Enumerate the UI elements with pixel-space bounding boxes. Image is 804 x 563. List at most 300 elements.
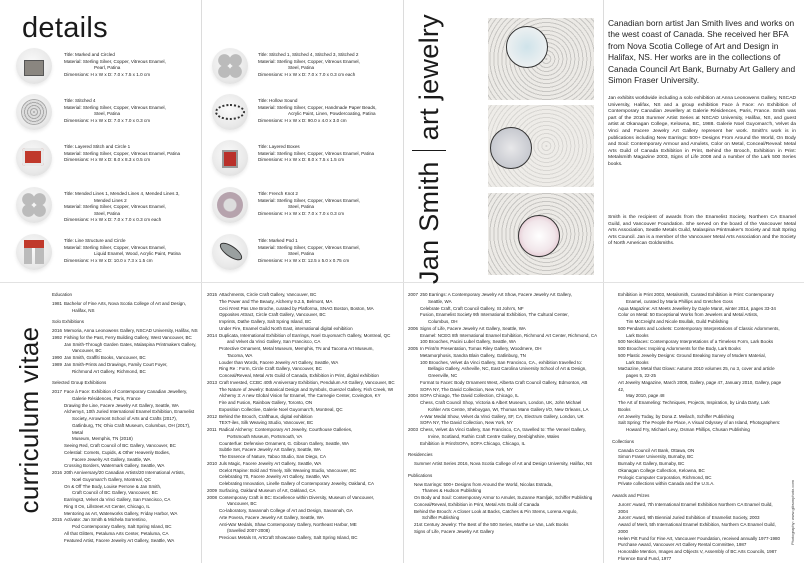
- cv-entry-text: [420, 360, 602, 380]
- cv-entry: [52, 450, 198, 464]
- cv-year: 2005: [408, 346, 419, 351]
- item-dimensions: Dimensions: H x W x D: 8.0 x 8.3 x 0.5 cm: [64, 157, 151, 163]
- cv-entry: [408, 414, 602, 421]
- cv-line: Protective Ornament, Metal Museum, Memphis, TN and Tacoma Art Museum,: [219, 346, 374, 351]
- cv-entry: [207, 461, 401, 468]
- cv-line: 100 Brooches, Pacini Lubel Gallery, Seattle, WA: [420, 339, 517, 345]
- cv-entry-text: [64, 355, 198, 362]
- cv-entry: [207, 366, 401, 373]
- cv-year: [207, 387, 219, 394]
- title-band: [412, 14, 480, 284]
- cv-entry-text: [219, 380, 401, 387]
- cv-year: [408, 353, 420, 360]
- cv-line: 250 Earrings: A Contemporary Jewelry Art Show, Facere Jewelry Art Gallery,: [420, 292, 572, 297]
- cv-line: The Art of Enameling: Techniques, Projects, Inspiration, by Linda Darty, Lark Books: [618, 400, 770, 412]
- cv-line: New Earrings: 500+ Designs from Around the World, Nicolas Estrada,: [414, 481, 553, 487]
- cv-entry-text: [219, 535, 401, 542]
- cv-entry-text: [618, 468, 782, 475]
- cv-entry: [52, 301, 198, 315]
- cv-entry-text: [414, 502, 602, 509]
- cv-line-cont: Society, Arrowmont School of Arts and Crafts (2017),: [72, 416, 177, 421]
- cv-entry-text: [219, 292, 401, 299]
- item-material: Material: Sterling Silver, Copper, Vitreous Enamel,: [64, 244, 166, 250]
- item-meta: [258, 98, 408, 124]
- cv-year: 2007: [408, 292, 419, 297]
- cv-entry-text: [64, 335, 198, 342]
- cv-line-cont: Columbus, OH: [428, 319, 458, 324]
- cv-line: Private collections within Canada and the U.S.A.: [618, 481, 715, 487]
- cv-entry-text: [219, 441, 401, 448]
- cv-entry: [207, 508, 401, 515]
- cv-entry: [207, 414, 401, 421]
- cv-line-cont: Vancouver, BC: [227, 501, 257, 507]
- cv-line-cont: Craft Council of BC Gallery, Vancouver, BC: [72, 490, 158, 496]
- cv-entry-text: [219, 333, 401, 347]
- cv-line: Conceal/Reveal, Metal Arts Guild of Canada, Exhibition in Print, digital exhibition: [219, 373, 379, 378]
- cv-line: Alchemy 3: A new Global Vision for Enamel, The Carnegie Center, Covington, KY: [219, 393, 381, 399]
- item-dimensions: Dimensions: H x W x D: 7.0 x 7.0 x 0.3 cm each: [258, 71, 356, 77]
- item-material: Material: Sterling Silver, Copper, Vitreous Enamel, Patina: [64, 150, 181, 156]
- cv-entry-text: [64, 389, 198, 403]
- cv-year: 1992: [52, 334, 63, 340]
- cv-line: Jan Smith-Through Garden Gates, Malaspina Printmakers Gallery,: [64, 341, 197, 347]
- cv-entry: [408, 522, 602, 529]
- cv-year: [52, 497, 64, 504]
- cv-line: On & Off The Body, Louise Perrone & Jan Smith,: [64, 483, 162, 489]
- cv-entry-text: [64, 463, 198, 470]
- cv-line: Award of Merit, 5th International Enamel Exhibition, Northern CA Enamel Guild, 2000: [618, 522, 776, 534]
- group-exhibitions-heading: Selected Group Exhibitions: [52, 380, 107, 386]
- cv-line: Featured Artist, Facere Jewelry Art Gallery, Seattle, WA: [64, 537, 175, 543]
- cv-entry-text: [618, 380, 782, 400]
- cv-entry: [207, 522, 401, 536]
- cv-entry-text: [219, 515, 401, 522]
- cv-entry: [207, 495, 401, 509]
- cv-entry-text: [618, 448, 782, 455]
- cv-year: [52, 463, 64, 470]
- brooch-round-icon: [21, 99, 47, 125]
- cv-line-cont: Thames & Hudson Publishing: [422, 488, 482, 494]
- cv-entry: [52, 504, 198, 511]
- cv-entry-text: [618, 353, 782, 367]
- cv-entry: [207, 346, 401, 360]
- photo-credit: Photography: www.gibsonphoto.com: [790, 480, 795, 545]
- cv-entry-text: [618, 502, 782, 516]
- cv-year: [52, 484, 64, 498]
- cv-entry: [612, 420, 782, 434]
- cv-line: Ring It On, Lillstreet Art Center, Chicago, IL: [64, 503, 151, 509]
- cv-entry: [612, 481, 782, 488]
- cv-entry: [408, 495, 602, 502]
- cv-line: Earrings3, Velvet da Vinci Gallery, San Francisco, CA: [64, 497, 171, 502]
- cv-entry: [612, 346, 782, 353]
- cv-entry-text: [618, 556, 782, 563]
- two-bars-icon: [24, 240, 44, 264]
- cv-entry: [612, 353, 782, 367]
- cv-year: 1981: [52, 300, 63, 306]
- item-material: Material: Sterling Silver, Copper, Vitreous Enamel,: [64, 58, 166, 64]
- cv-year: [207, 474, 219, 481]
- cv-entry-text: [219, 387, 401, 394]
- cv-entry: [52, 389, 198, 403]
- cv-entry-text: [618, 481, 782, 488]
- item-material-cont: Steel, Patina: [94, 210, 121, 216]
- cv-line: The Nature of Jewelry: Botanical Design and Symbols, Guenzel Gallery, Fish Creek, WI: [219, 386, 394, 392]
- cv-entry-text: [420, 387, 602, 394]
- item-meta: [64, 52, 214, 78]
- cv-entry-text: [618, 292, 782, 306]
- cv-entry-text: [219, 447, 401, 454]
- cv-entry: [207, 481, 401, 488]
- cv-entry: [52, 484, 198, 498]
- item-material: Material: Sterling Silver, Copper, Vitreous Enamel,: [64, 104, 166, 110]
- cv-line: Celebrating 70, Facere Jewelry Art Gallery, Seattle, WA: [219, 474, 330, 480]
- item-title: Title: Stitched 4: [64, 98, 96, 103]
- cv-line: Anti-War Medals, Shaw Contemporary Gallery, Northeast Harbor, ME: [219, 521, 357, 527]
- cv-entry-text: [219, 400, 401, 407]
- cv-entry-text: [618, 339, 782, 346]
- cv-year: 2012: [207, 413, 218, 419]
- cv-entry-text: [420, 333, 602, 340]
- publications-heading: Publications: [408, 472, 433, 478]
- artwork-image-2: [488, 105, 594, 187]
- cv-year: [52, 342, 64, 356]
- cv-entry-text: [219, 326, 401, 333]
- item-title: Title: Stitched 1, Stitched 4, Stitched 3, Stitched 2: [258, 52, 359, 57]
- cv-year: [408, 360, 420, 380]
- cv-column-3: [408, 292, 602, 536]
- cv-year: 2015: [207, 292, 218, 297]
- item-material: Material: Sterling Silver, Copper, Vitreous Enamel,: [258, 244, 360, 250]
- cv-entry-text: [219, 427, 401, 441]
- cv-entry-text: [420, 420, 602, 427]
- cv-entry: [408, 339, 602, 346]
- cv-entry: [612, 549, 782, 556]
- cv-entry: [612, 326, 782, 340]
- thumbnail: [212, 187, 248, 223]
- cv-entry-text: [420, 400, 602, 414]
- cv-year: [207, 454, 219, 461]
- cv-entry: [52, 463, 198, 470]
- cv-line-cont: May 2010, page 48: [626, 393, 665, 399]
- cv-entry-text: [618, 312, 782, 326]
- residencies-heading: Residencies: [408, 452, 433, 458]
- cv-entry-text: [618, 542, 782, 549]
- cv-entry: [612, 475, 782, 482]
- cv-line: Craft Invested, CCBC 40th Anniversary Exhibition, Pendulum Art Gallery, Vancouver, BC: [219, 379, 395, 385]
- cv-column-4: [612, 292, 782, 563]
- cv-entry-text: [219, 366, 401, 373]
- cv-entry: [207, 454, 401, 461]
- cv-line: MaGazine, Metal that Glows: Autumn 2010 volumes 25, no 3, cover and article: [618, 366, 775, 372]
- cv-line: Burnaby Art Gallery, Burnaby, BC: [618, 461, 685, 466]
- cv-line: Metamorphosis, Sandra Blain Gallery, Gatlinburg, TN: [420, 352, 526, 358]
- cv-entry-text: [219, 299, 401, 306]
- cv-line: Prologic Computer Corporation, Richmond, BC: [618, 474, 712, 480]
- cv-entry: [52, 517, 198, 531]
- thumbnail: [212, 140, 248, 176]
- cv-entry-text: [618, 420, 782, 434]
- cv-entry: [207, 427, 401, 441]
- cv-year: [207, 326, 219, 333]
- cv-entry-text: [420, 393, 602, 400]
- education-heading: Education: [52, 292, 73, 297]
- thumbnail: [16, 48, 52, 84]
- four-discs-icon: [20, 191, 48, 219]
- item-material-cont: Steel, Patina: [94, 111, 121, 117]
- cv-line: The Power and The Beauty, Alchemy 9.2.5, Belmont, MA: [219, 298, 333, 304]
- cv-line-cont: Richmond Art Gallery, Richmond, BC: [72, 368, 146, 374]
- cv-line: Fusion, Enamelist Society 9th International Exhibition, The Cultural Center,: [420, 312, 569, 318]
- cv-line: Memoria, Anna Leonowens Gallery, NSCAD University, Halifax, NS: [64, 328, 198, 333]
- cv-entry: [408, 509, 602, 523]
- awards-heading: Awards and Prizes: [612, 493, 650, 498]
- cv-year: [207, 522, 219, 536]
- cv-entry: [207, 312, 401, 319]
- cv-line: Celebrating Innovation, Linelle Gallery of Contemporary Jewelry, Oakland, CA: [219, 481, 374, 486]
- cv-year: [207, 407, 219, 414]
- cv-entry-text: [64, 531, 198, 538]
- cv-entry: [52, 362, 198, 376]
- cv-entry: [408, 420, 602, 427]
- cv-line: Duplicata, International Exhibition of Earrings, Noel Guyomarc'h Gallery, Montreal, QC: [219, 332, 391, 338]
- item-title: Title: Marked Pod 1: [258, 238, 298, 243]
- cv-line: 500 Plastic Jewelry Designs: Ground Breaking Survey of Modern Material,: [618, 352, 766, 358]
- cv-line-cont: Irvine, Scotland, Ruthin Craft Centre Gallery, Denbighshire, Wales: [428, 433, 560, 439]
- cv-entry: [207, 360, 401, 367]
- item-dimensions: Dimensions: H x W x D: 10.0 x 7.3 x 1.5 cm: [64, 257, 153, 263]
- cv-year: [207, 360, 219, 367]
- cv-year: [408, 387, 420, 394]
- cv-line: On Body and Soul: Contemporary Armor to Amulet, Suzanne Ramljak, Schiffer Publishing: [414, 495, 593, 500]
- enamel-disc: [490, 127, 532, 169]
- cv-entry-text: [64, 328, 198, 335]
- cv-year: 2008: [207, 494, 218, 500]
- cv-line: Ceci N'est Pas Une Broche, curated by Platforma, SNAG Boston, Boston, MA: [219, 305, 374, 311]
- cv-entry: [52, 355, 198, 362]
- cv-entry-text: [420, 312, 602, 326]
- thumbnail: [16, 234, 52, 270]
- cv-line: Jurors' Award, 7th International Enamel Exhibition Northern CA Enamel Guild, 2004: [618, 501, 773, 514]
- cv-line: Behind the Brooch, Crafthaus, digital exhibition: [219, 413, 313, 419]
- item-material-cont: Pearl, Patina: [94, 65, 121, 71]
- cv-entry: [408, 393, 602, 400]
- cv-line: Aqua Magazine: Art Meets Jewellery by Gayle Marot, winter 2014, pages 33-34: [618, 305, 776, 311]
- cv-line-cont: Museum, Memphis, TN (2018): [72, 436, 133, 442]
- cv-line: 21st Century Jewelry: The Best of the 500 Series, Marthe Le Van, Lark Books: [414, 522, 569, 527]
- cv-entry: [52, 497, 198, 504]
- cv-line-cont: Portsmouth Museum, Portsmouth, VA: [227, 433, 303, 439]
- cv-entry-text: [618, 346, 782, 353]
- cv-entry: [207, 468, 401, 475]
- cv-entry: [612, 556, 782, 563]
- cv-line: Signs of Life, Facere Jewelry Art Gallery: [414, 528, 495, 534]
- pendant-box-icon: [222, 150, 238, 168]
- cv-line: Precious Metals III, ArtCraft Showcase Gallery, Salt Spring Island, BC: [219, 535, 358, 540]
- cv-line-cont: Lark Books: [626, 359, 649, 365]
- cv-line: Face à Face: Exhibition of Contemporary Canadian Jewellery,: [64, 389, 188, 394]
- cv-entry: [207, 373, 401, 380]
- cv-entry: [52, 342, 198, 356]
- pod-icon: [217, 240, 245, 264]
- cv-entry: [52, 403, 198, 410]
- cv-year: 2013: [207, 379, 218, 385]
- cv-entry: [52, 409, 198, 443]
- cv-line: 500 Necklaces: Contemporary Interpretations of a Timeless Form, Lark Books: [618, 339, 774, 345]
- brooch-red-circle-icon: [22, 148, 44, 166]
- cv-line: All that Glitters, Petaluma Arts Center, Petaluma, CA: [64, 530, 169, 536]
- cv-year: 2011: [207, 427, 217, 432]
- cv-entry: [612, 515, 782, 522]
- cv-entry: [52, 335, 198, 342]
- artwork-image-1: [488, 18, 594, 100]
- cv-line: Jurors' Award, 9th Biennial Juried Exhibition of Enamelist Society, 2003: [618, 515, 760, 521]
- cv-line: Co-laboratory, Savannah College of Art and Design, Savannah, GA: [219, 508, 353, 513]
- cv-year: [207, 306, 219, 313]
- cv-line: 500 Brooches: Inspiring Adornments for the Body, Lark Books: [618, 346, 741, 351]
- cv-entry: [52, 470, 198, 484]
- item-material-cont: Steel, Patina: [288, 204, 315, 210]
- cv-entry: [408, 312, 602, 326]
- item-meta: [258, 238, 408, 264]
- item-dimensions: Dimensions: H x W x D: 7.0 x 7.5 x 1.0 cm: [64, 71, 151, 77]
- cv-line: Drawing the Line, Facere Jewelry Art Gallery, Seattle, WA: [64, 402, 179, 408]
- cv-line: Ring Re : Form, Circle Craft Gallery, Vancouver, BC: [219, 366, 322, 372]
- cv-entry: [612, 522, 782, 536]
- bio-paragraph-exhibitions: Jan exhibits worldwide including a solo exhibition at Anna Leonowens Gallery, NSCAD University, Halifax, NS and a group exhibition Face à Face: An Exhibition of Contemporary Canadian Jewellery at Galerie Résidences, Paris, France. Smith was part of the 2016 Summer Artist Series at NSCAD University, Halifax, NS, and guest artist at Okanagan College, Kelowna, BC, 1988. Galerie Noel Guyomarc'h, Velvet da Vinci and Facere Jewelry Art Gallery represent her work. Smith's work is in publications including New Earrings: 500+ Designs From Around the World, On Body and Soul: Contemporary Armour and Amulets, Color on Metal, Conceal/Reveal: Metal Arts Guild of Canada Exhibition in Print, Behind the Brooch, Exhibition in Print: Metalsmith Magazine 2003, Signs of Life 2008 and a number of the Lark 500 Series books.: [608, 96, 796, 167]
- cv-line-cont: Bellagio Gallery, Asheville, NC, East Carolina University School of Art & Design,: [428, 366, 587, 372]
- cv-entry: [408, 292, 602, 306]
- cv-line: 100 Brooches, Velvet da Vinci Gallery, San Francisco, CA., exhibition travelled to:: [420, 359, 583, 365]
- item-meta: [64, 238, 214, 264]
- cv-year: [207, 319, 219, 326]
- cv-entry-text: [219, 312, 401, 319]
- cv-entry-text: [64, 504, 198, 511]
- cv-entry: [612, 454, 782, 461]
- cv-line: Contemporary Craft in BC: Excellence within Diversity, Museum of Vancouver,: [219, 494, 375, 500]
- cv-line: Radical Alchemy: Contemporary Art Jewelry, Courthouse Galleries,: [219, 427, 353, 432]
- cv-line: Arte Povera, Facere Jewelry Art Gallery, Seattle, WA: [219, 514, 324, 520]
- cv-line: Florence Bond Fund, 1977: [618, 555, 672, 561]
- cv-entry: [408, 360, 602, 380]
- cv-year: [52, 450, 64, 464]
- cv-entry: [207, 306, 401, 313]
- cv-year: 2003: [408, 427, 419, 432]
- artwork-image-3: [488, 193, 594, 275]
- cv-line: Seeing Red, Craft Council of BC Gallery, Vancouver, BC: [64, 443, 176, 448]
- cv-year: [408, 420, 420, 427]
- cv-entry-text: [64, 497, 198, 504]
- cv-line: Subtle Set, Facere Jewelry Art Gallery, Seattle, WA: [219, 447, 321, 453]
- cv-entry-text: [219, 414, 401, 421]
- cv-line-cont: Tacoma, WA: [227, 352, 253, 358]
- cv-year: [52, 409, 64, 443]
- cv-entry-text: [618, 461, 782, 468]
- cv-line: Counterfue: Defensive Ornament, G. Gibson Gallery, Seattle, WA: [219, 440, 350, 446]
- cv-line: Ocelot Rapine: Bold and Timely, Silk Weaving Studio, Vancouver, BC: [219, 467, 357, 473]
- cv-entry-text: [64, 484, 198, 498]
- cv-entry: [408, 326, 602, 333]
- cv-year: [207, 299, 219, 306]
- bio-paragraph-awards: Smith is the recipient of awards from the Enamelist Society, Northern CA Enamel Guild, and Vancouver Foundation. She served on the board of the Vancouver Metal Arts Association, Seattle Metals Guild, Malaspina Printmaker's Society and Salt Spring Arts Council. Jan is a member of the Vancouver Metal Arts Association and the Society of North American Goldsmiths.: [608, 215, 796, 247]
- item-dimensions: Dimensions: H x W x D: 90.0 x 4.0 x 3.0 cm: [258, 117, 347, 123]
- cv-entry: [207, 420, 401, 427]
- cv-year: 1990: [52, 355, 63, 360]
- cv-year: 2014: [207, 332, 218, 338]
- cv-line-cont: Schiffer Publishing: [422, 515, 460, 521]
- cv-line: In Print/In Presentation, Tomas Riley Gallery, Woodmere, OH: [420, 346, 542, 351]
- cv-entry: [408, 400, 602, 414]
- cv-entry-text: [64, 450, 198, 464]
- cv-entry-text: [618, 475, 782, 482]
- cv-year: [408, 312, 420, 326]
- cv-line-cont: Noel Guyomarc'h Gallery, Montreal, QC: [72, 476, 152, 482]
- cv-year: [408, 333, 420, 340]
- cv-line: Okanagan College Collection, Kelowna, BC: [618, 467, 705, 473]
- cv-year: [52, 538, 64, 545]
- cv-line: Celestial: Comets, Cupids, & Other Heavenly Bodies,: [64, 449, 171, 455]
- cv-entry-text: [618, 400, 782, 414]
- cv-line: Salt Spring: The People the Place, A Visual Odyssey of an Island, Photographers:: [618, 420, 781, 426]
- cv-entry-text: [64, 511, 198, 518]
- cv-entry-text: [219, 306, 401, 313]
- cv-entry-text: [420, 427, 602, 441]
- cv-entry: [207, 326, 401, 333]
- item-material: Material: Sterling Silver, Copper, Vitreous Enamel,: [258, 197, 360, 203]
- cv-entry: [612, 400, 782, 414]
- cv-entry-text: [219, 522, 401, 536]
- solo-exhibitions-heading: Solo Exhibitions: [52, 319, 85, 325]
- item-meta: [258, 191, 408, 217]
- cv-year: [207, 420, 219, 427]
- cv-entry-text: [64, 443, 198, 450]
- cv-line: Surfacing, Oakland Museum of Art, Oakland, CA: [219, 487, 316, 493]
- cv-entry-text: [219, 495, 401, 509]
- cv-entry-text: [64, 470, 198, 484]
- cv-entry-text: [64, 517, 198, 531]
- cv-column-2: [207, 292, 401, 542]
- cv-entry: [52, 511, 198, 518]
- cv-column-1: [52, 292, 198, 544]
- cv-line-cont: Enamel, curated by Maria Phillips and Gretchen Goss: [626, 298, 734, 304]
- cv-entry: [207, 400, 401, 407]
- cv-entry: [612, 536, 782, 543]
- item-meta: [64, 98, 214, 124]
- cv-year: 2009: [207, 487, 218, 493]
- cv-line-cont: Kohler Arts Centre, Sheboygan, WI, Thomas Mann Gallery I/O, New Orleans, LA: [428, 406, 589, 412]
- cv-entry-text: [618, 536, 782, 543]
- item-material: Material: Sterling Silver, Copper, Handmade Paper Beads,: [258, 104, 377, 110]
- cv-line: TEXT-iles, Silk Weaving Studio, Vancouver, BC: [219, 420, 314, 426]
- thumbnail: [212, 234, 248, 270]
- thumbnail: [16, 187, 52, 223]
- cv-line: Behind the Brooch: A Closer Look at Backs, Catches & Pin Stems, Lorena Angulo,: [414, 508, 578, 514]
- item-title: Title: Marked and Circled: [64, 52, 115, 57]
- cv-line-cont: and Velvet da Vinci Gallery, San Francisco, CA: [227, 339, 321, 345]
- cv-entry-text: [64, 342, 198, 356]
- item-material-cont: Liquid Enamel, Wood, Acrylic Paint, Patina: [94, 251, 181, 257]
- cv-line: Conceal/Reveal, Exhibition in Print, Metal Arts Guild of Canada: [414, 501, 540, 507]
- cv-entry-text: [219, 508, 401, 515]
- item-material: Material: Sterling Silver, Copper, Vitreous Enamel,: [258, 58, 360, 64]
- cv-entry: [207, 380, 401, 387]
- item-meta: [258, 52, 408, 78]
- cv-entry: [612, 292, 782, 306]
- cv-line: Exhibition in Print 2003, Metalsmith, Curated Exhibition in Print: Contemporary: [618, 292, 774, 297]
- cv-line: Chess, Craft Council Shop, Victoria & Albert Museum, London, UK, John Michael: [420, 400, 582, 405]
- cv-line: Alchemy4, 10th Juried International Enamel Exhibition, Enamelist: [64, 409, 195, 415]
- cv-year: [52, 504, 64, 511]
